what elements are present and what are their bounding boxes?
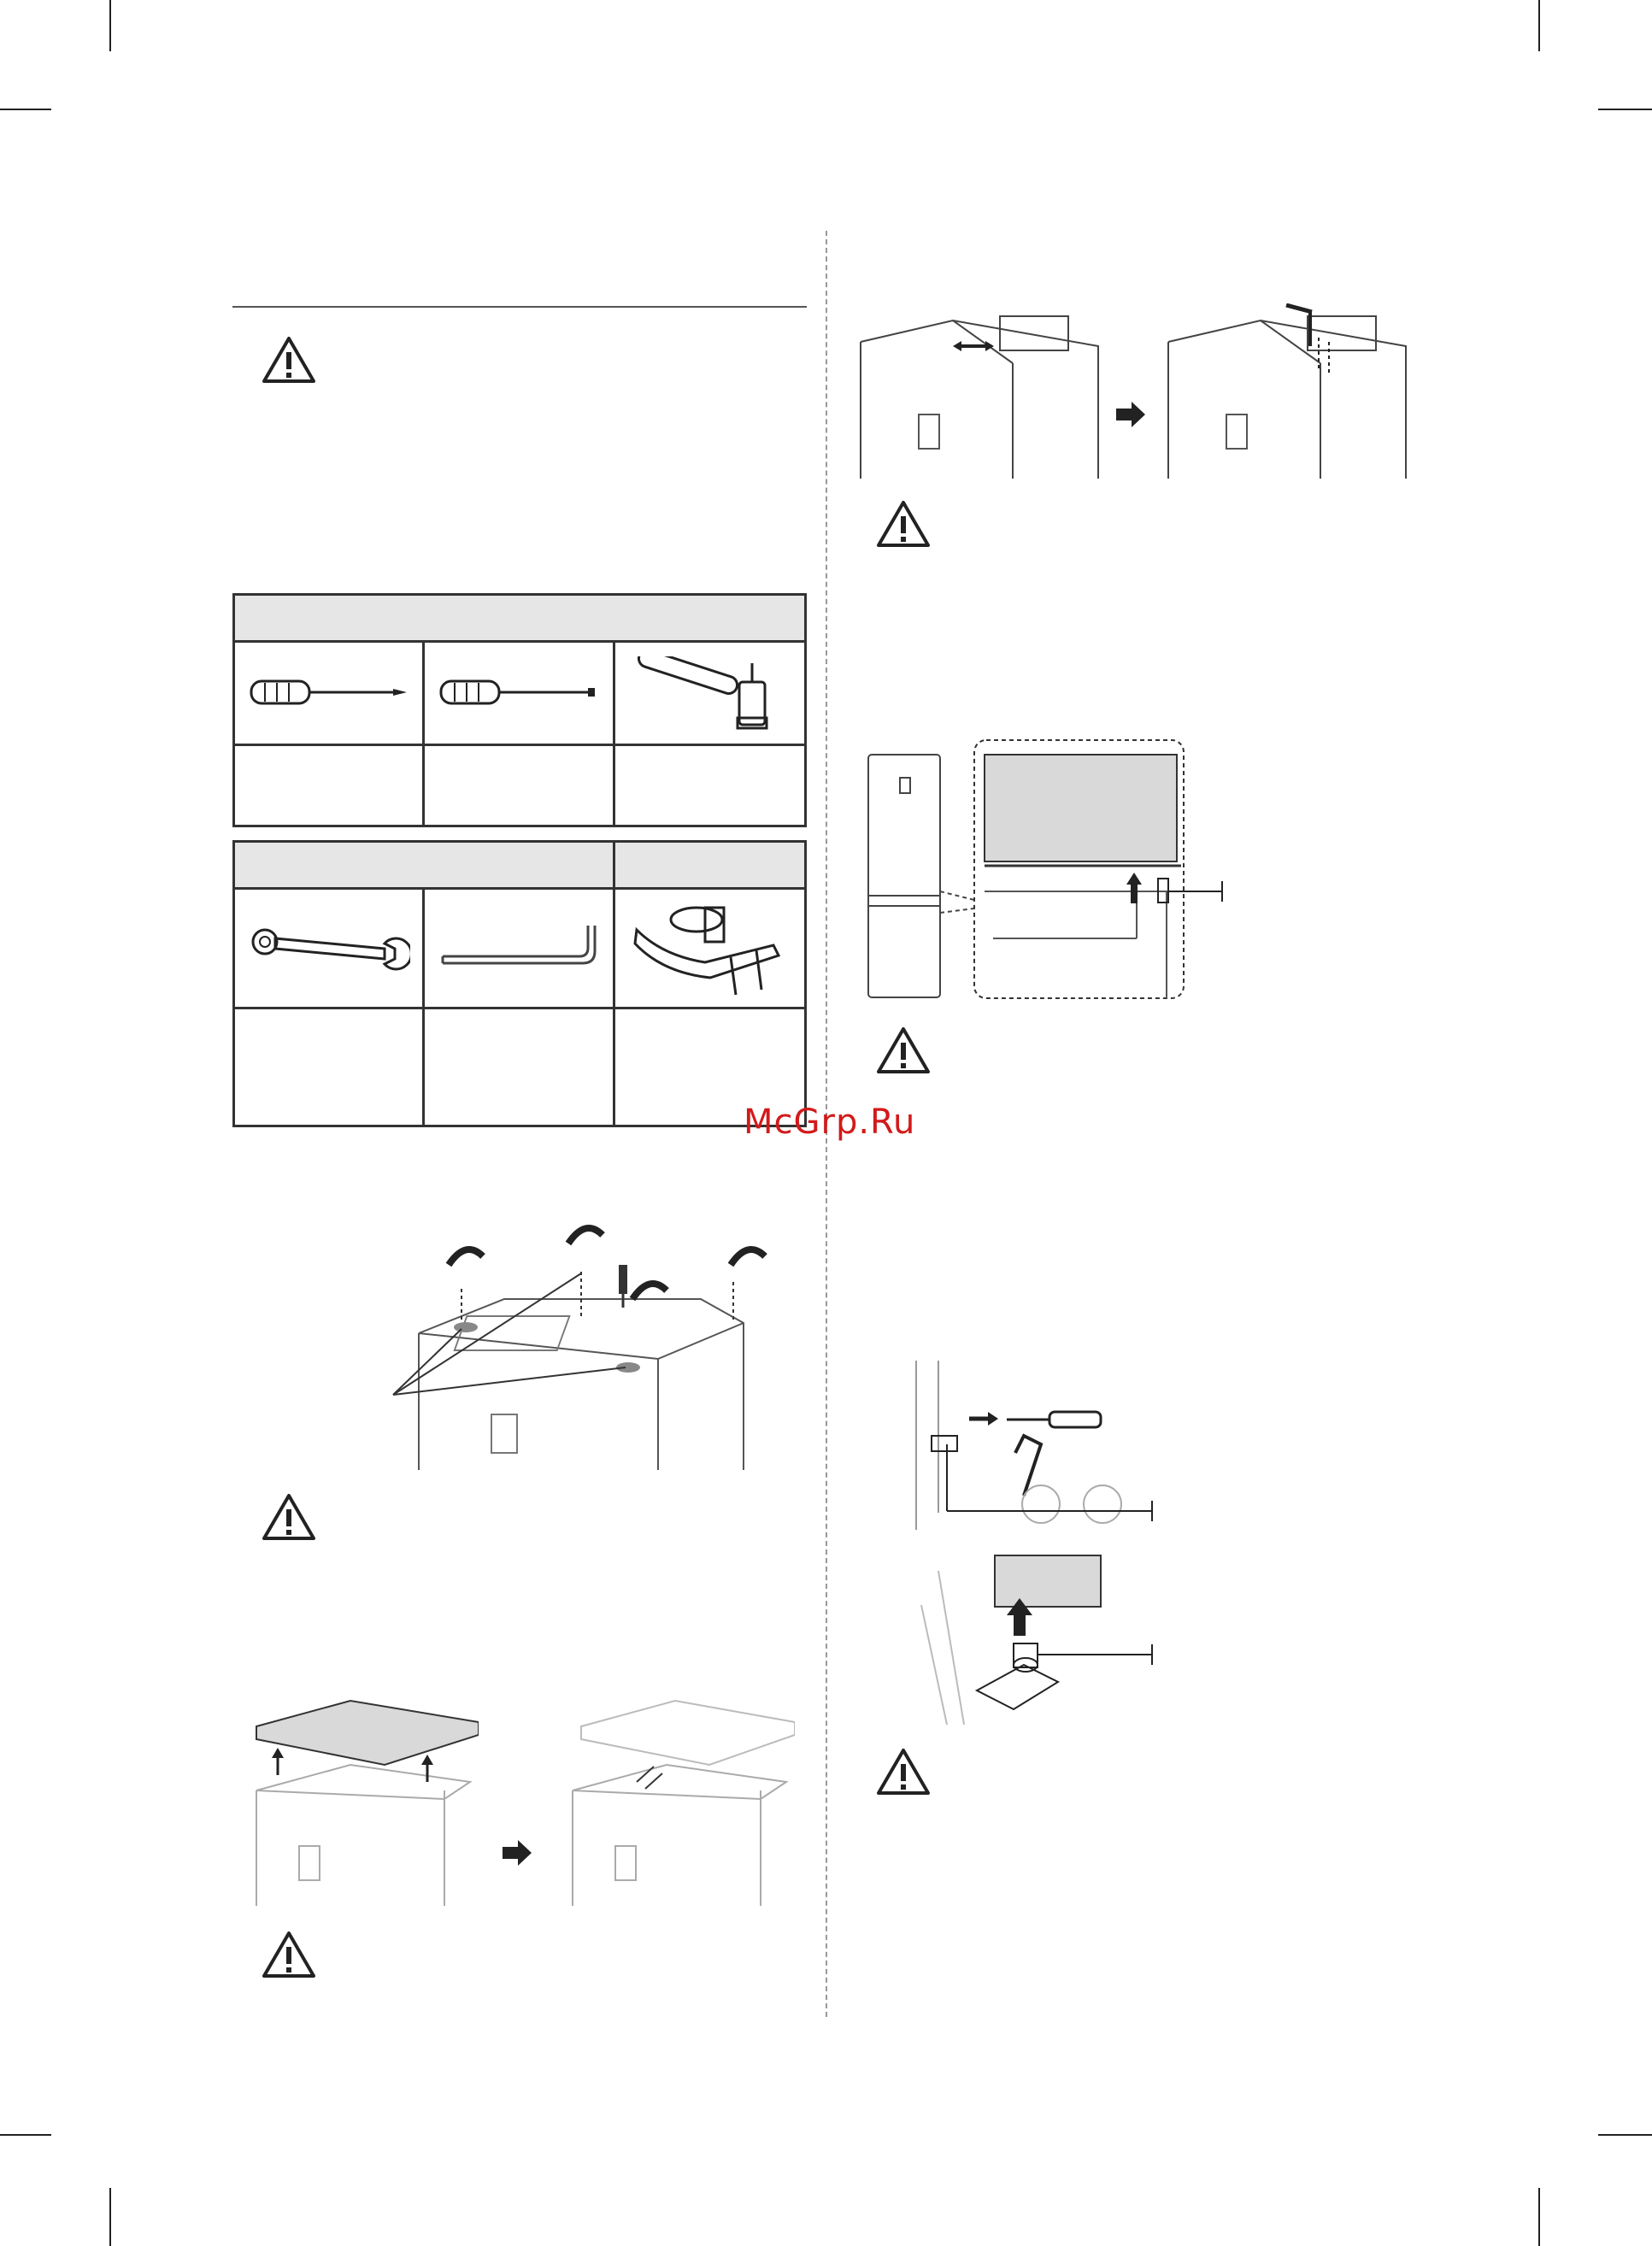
arrow-right-icon: [1116, 402, 1145, 427]
tools-table-2-header: [235, 843, 804, 890]
fridge-front-illustration: [866, 752, 943, 1000]
bottom-hinge-screw-illustration: [913, 1359, 1161, 1530]
table-divider: [232, 1007, 807, 1009]
bottom-hinge-pin-illustration: [913, 1554, 1161, 1733]
crop-mark: [0, 109, 51, 110]
table-divider: [232, 744, 807, 746]
crop-mark: [109, 0, 111, 51]
table-divider: [613, 843, 615, 1127]
top-hinge-bolt-removal-illustration: [1167, 303, 1414, 483]
socket-wrench-illustration: [628, 656, 791, 733]
watermark: McGrp.Ru: [744, 1102, 916, 1142]
top-cover-removed-illustration: [564, 1696, 795, 1906]
arrow-right-icon: [503, 1840, 532, 1866]
hex-key-illustration: [438, 919, 600, 970]
section-rule: [232, 306, 807, 308]
phillips-screwdriver-illustration: [248, 671, 410, 714]
flat-screwdriver-illustration: [438, 671, 600, 714]
table-divider: [422, 643, 425, 827]
table-divider: [613, 643, 615, 827]
tools-table-1-header: [235, 596, 804, 643]
fridge-top-cover-screws-illustration: [376, 1214, 778, 1470]
warning-triangle-icon: [262, 1493, 316, 1541]
warning-triangle-icon: [262, 336, 316, 384]
warning-triangle-icon: [876, 1748, 931, 1796]
crop-mark: [0, 2134, 51, 2136]
warning-triangle-icon: [876, 1026, 931, 1074]
crop-mark: [1598, 109, 1652, 110]
crop-mark: [1598, 2134, 1652, 2136]
crop-mark: [1538, 2188, 1540, 2246]
door-detail-zoom-illustration: [940, 738, 1239, 1002]
top-hinge-removal-illustration: [859, 312, 1107, 483]
warning-triangle-icon: [876, 500, 931, 548]
warning-triangle-icon: [262, 1931, 316, 1978]
top-cover-removal-illustration: [248, 1696, 479, 1906]
crop-mark: [109, 2188, 111, 2246]
crop-mark: [1538, 0, 1540, 51]
door-stopper-bracket-illustration: [628, 896, 791, 998]
spanner-wrench-illustration: [248, 923, 410, 974]
